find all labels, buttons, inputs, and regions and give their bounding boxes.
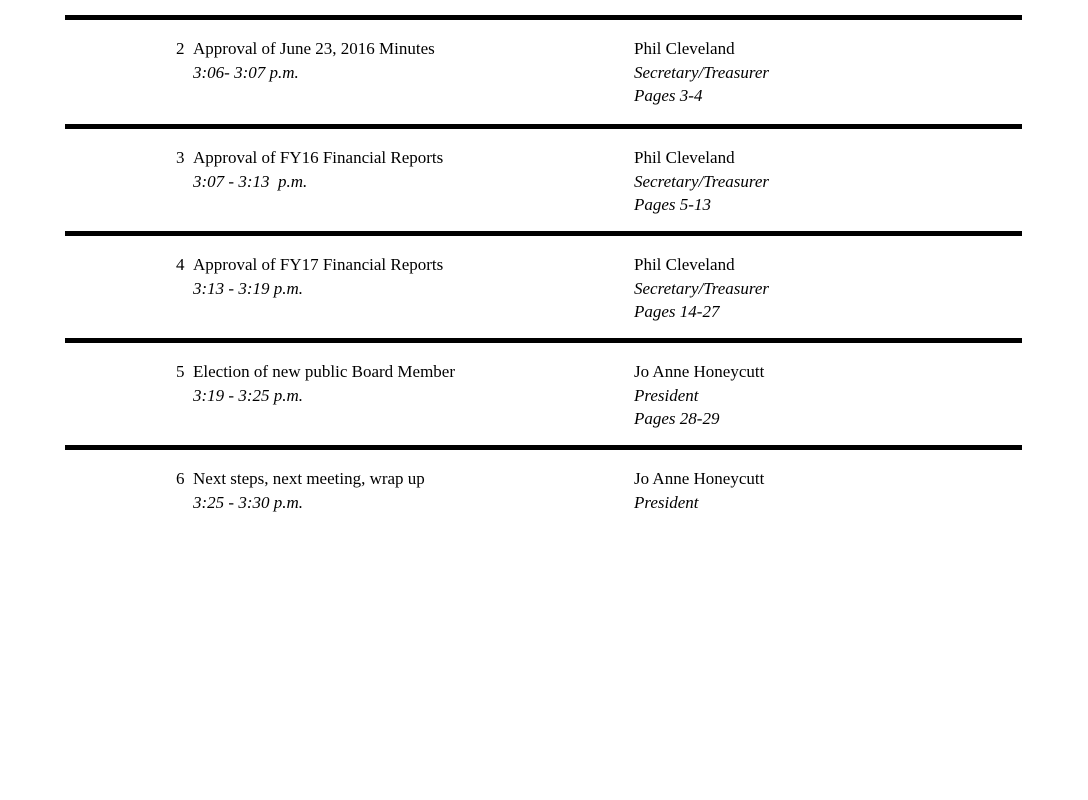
- column-spacer: [65, 360, 176, 445]
- item-time: 3:13 - 3:19 p.m.: [193, 278, 304, 298]
- item-title: Next steps, next meeting, wrap up: [193, 469, 425, 488]
- item-title: Election of new public Board Member: [193, 362, 456, 381]
- item-number: 6: [176, 469, 185, 488]
- agenda-item-line: [176, 146, 634, 170]
- column-spacer: [65, 37, 176, 124]
- agenda-row: [65, 15, 1022, 124]
- item-number: 2: [176, 39, 185, 58]
- presenter-role: President: [634, 492, 699, 512]
- item-number: 5: [176, 362, 185, 381]
- item-time: 3:07 - 3:13 p.m.: [193, 171, 308, 191]
- column-spacer: [65, 467, 176, 535]
- agenda-row: [65, 231, 1022, 338]
- agenda-item-cell: [176, 467, 634, 535]
- column-spacer: [65, 146, 176, 231]
- agenda-item-cell: [176, 37, 634, 124]
- agenda-row: [65, 445, 1022, 535]
- presenter-pages: Pages 5-13: [634, 195, 711, 214]
- agenda-item-line: [176, 360, 634, 384]
- agenda-item-line: [176, 37, 634, 61]
- presenter-pages: Pages 3-4: [634, 86, 703, 105]
- presenter-name: Jo Anne Honeycutt: [634, 469, 765, 488]
- agenda-table: [65, 15, 1022, 535]
- item-title: Approval of FY16 Financial Reports: [193, 148, 444, 167]
- presenter-cell: [634, 467, 1022, 535]
- item-title: Approval of June 23, 2016 Minutes: [193, 39, 435, 58]
- agenda-row: [65, 338, 1022, 445]
- item-time: 3:19 - 3:25 p.m.: [193, 385, 304, 405]
- item-title: Approval of FY17 Financial Reports: [193, 255, 444, 274]
- presenter-role: Secretary/Treasurer: [634, 171, 770, 191]
- item-number: 3: [176, 148, 185, 167]
- agenda-item-line: [176, 467, 634, 491]
- item-time: 3:25 - 3:30 p.m.: [193, 492, 304, 512]
- agenda-item-line: [176, 253, 634, 277]
- presenter-role: President: [634, 385, 699, 405]
- presenter-cell: [634, 253, 1022, 338]
- presenter-cell: [634, 146, 1022, 231]
- presenter-name: Jo Anne Honeycutt: [634, 362, 765, 381]
- item-time: 3:06- 3:07 p.m.: [193, 62, 299, 82]
- presenter-cell: [634, 37, 1022, 124]
- presenter-cell: [634, 360, 1022, 445]
- agenda-item-cell: [176, 360, 634, 445]
- presenter-name: Phil Cleveland: [634, 148, 735, 167]
- presenter-role: Secretary/Treasurer: [634, 62, 770, 82]
- item-number: 4: [176, 255, 185, 274]
- presenter-pages: Pages 28-29: [634, 409, 720, 428]
- agenda-item-cell: [176, 146, 634, 231]
- presenter-name: Phil Cleveland: [634, 39, 735, 58]
- presenter-pages: Pages 14-27: [634, 302, 720, 321]
- column-spacer: [65, 253, 176, 338]
- presenter-role: Secretary/Treasurer: [634, 278, 770, 298]
- agenda-row: [65, 124, 1022, 231]
- presenter-name: Phil Cleveland: [634, 255, 735, 274]
- agenda-item-cell: [176, 253, 634, 338]
